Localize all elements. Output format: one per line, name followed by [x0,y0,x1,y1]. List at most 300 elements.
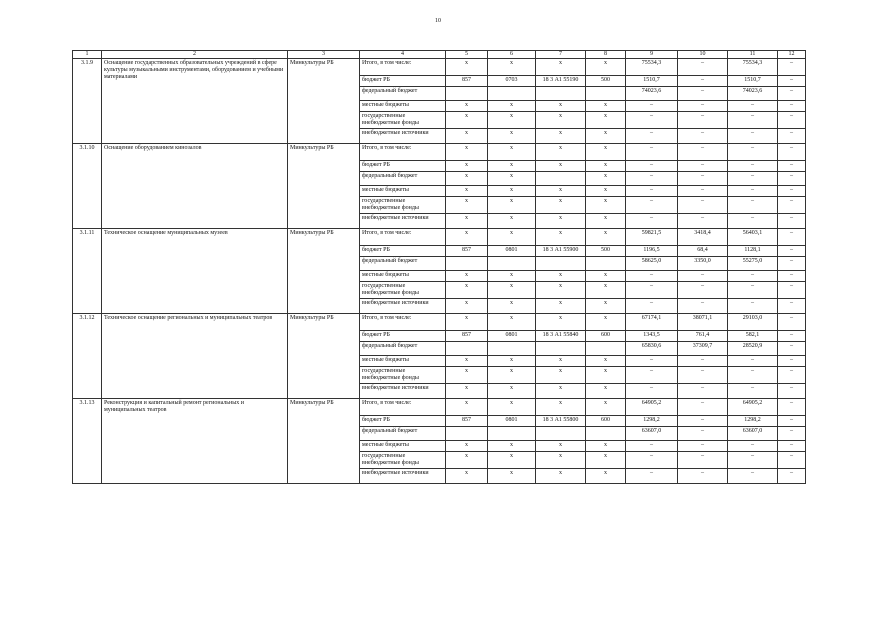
cell-year-1: – [678,101,728,112]
cell-section-code: x [488,469,536,484]
funding-source: государственные внебюджетные фонды [360,197,446,214]
cell-section-code [488,427,536,441]
funding-source: Итого, в том числе: [360,229,446,246]
cell-total: – [626,441,678,452]
cell-ministry-code: x [446,452,488,469]
cell-ministry-code: x [446,299,488,314]
cell-year-1: 68,4 [678,246,728,257]
cell-year-1: – [678,76,728,87]
column-number: 1 [73,51,102,59]
cell-year-3: – [778,331,806,342]
funding-source: государственные внебюджетные фонды [360,112,446,129]
column-number: 7 [536,51,586,59]
cell-section-code: 0801 [488,331,536,342]
cell-target-code: x [536,356,586,367]
cell-ministry-code: x [446,282,488,299]
item-number: 3.1.12 [73,314,102,399]
item-number: 3.1.11 [73,229,102,314]
cell-year-3: – [778,356,806,367]
funding-source: федеральный бюджет [360,172,446,186]
cell-year-2: – [728,144,778,161]
cell-target-code: x [536,229,586,246]
table-row [73,229,806,246]
cell-target-code: x [536,101,586,112]
funding-source: бюджет РБ [360,416,446,427]
cell-year-2: 55275,0 [728,257,778,271]
cell-year-1: – [678,129,728,144]
item-number: 3.1.13 [73,399,102,484]
cell-year-2: – [728,384,778,399]
cell-expense-type: x [586,129,626,144]
cell-year-3: – [778,214,806,229]
funding-source: местные бюджеты [360,186,446,197]
funding-source: Итого, в том числе: [360,399,446,416]
column-number: 12 [778,51,806,59]
cell-ministry-code: 857 [446,246,488,257]
cell-ministry-code: x [446,161,488,172]
cell-ministry-code: x [446,186,488,197]
funding-source: местные бюджеты [360,101,446,112]
cell-target-code: x [536,441,586,452]
cell-year-3: – [778,282,806,299]
cell-section-code: x [488,367,536,384]
funding-source: Итого, в том числе: [360,59,446,76]
cell-year-3: – [778,367,806,384]
cell-year-3: – [778,161,806,172]
funding-source: федеральный бюджет [360,257,446,271]
cell-year-2: – [728,271,778,282]
cell-expense-type: x [586,161,626,172]
cell-year-1: – [678,427,728,441]
cell-year-1: – [678,282,728,299]
budget-table [72,50,806,484]
funding-source: бюджет РБ [360,246,446,257]
cell-total: 67174,1 [626,314,678,331]
cell-section-code: x [488,214,536,229]
cell-year-3: – [778,87,806,101]
funding-source: Итого, в том числе: [360,144,446,161]
cell-section-code: x [488,384,536,399]
cell-year-3: – [778,197,806,214]
cell-expense-type: x [586,452,626,469]
cell-target-code [536,257,586,271]
cell-section-code: x [488,144,536,161]
cell-expense-type: x [586,172,626,186]
cell-expense-type: x [586,356,626,367]
cell-ministry-code: x [446,367,488,384]
cell-ministry-code: 857 [446,416,488,427]
cell-year-1: – [678,197,728,214]
cell-year-2: 1298,2 [728,416,778,427]
cell-year-3: – [778,469,806,484]
cell-year-2: – [728,452,778,469]
cell-year-1: 37309,7 [678,342,728,356]
item-executor: Минкультуры РБ [288,399,360,484]
item-name: Оснащение государственных образовательных учреждений в сфере культуры музыкальными инструментами, оборудованием и учебными материалами [102,59,288,144]
cell-year-3: – [778,441,806,452]
cell-year-2: 56403,1 [728,229,778,246]
cell-ministry-code: x [446,112,488,129]
cell-year-1: – [678,416,728,427]
cell-ministry-code: x [446,214,488,229]
cell-total: 65830,6 [626,342,678,356]
cell-ministry-code: x [446,384,488,399]
cell-section-code: x [488,399,536,416]
item-executor: Минкультуры РБ [288,59,360,144]
cell-section-code: x [488,59,536,76]
cell-section-code: x [488,271,536,282]
cell-total: – [626,129,678,144]
cell-target-code: x [536,367,586,384]
cell-expense-type: x [586,282,626,299]
cell-total: – [626,186,678,197]
cell-target-code: 18 3 А1 55900 [536,246,586,257]
cell-year-1: – [678,144,728,161]
funding-source: бюджет РБ [360,331,446,342]
table-row [73,144,806,161]
cell-year-3: – [778,246,806,257]
cell-year-1: – [678,367,728,384]
cell-target-code: x [536,452,586,469]
cell-total: 58625,0 [626,257,678,271]
cell-total: 64905,2 [626,399,678,416]
cell-ministry-code: x [446,197,488,214]
cell-year-3: – [778,452,806,469]
cell-year-2: – [728,101,778,112]
cell-year-3: – [778,342,806,356]
cell-target-code: 18 3 А1 55840 [536,331,586,342]
cell-year-2: 63607,0 [728,427,778,441]
cell-year-2: 1510,7 [728,76,778,87]
cell-section-code: x [488,229,536,246]
cell-year-2: – [728,214,778,229]
funding-source: внебюджетные источники [360,214,446,229]
cell-section-code: x [488,161,536,172]
cell-section-code [488,342,536,356]
cell-year-2: – [728,129,778,144]
cell-total: 75534,3 [626,59,678,76]
cell-year-1: – [678,271,728,282]
cell-section-code: x [488,441,536,452]
cell-year-3: – [778,112,806,129]
cell-year-1: – [678,87,728,101]
cell-expense-type: x [586,59,626,76]
column-number: 11 [728,51,778,59]
cell-year-3: – [778,314,806,331]
funding-source: федеральный бюджет [360,87,446,101]
cell-section-code [488,257,536,271]
column-number: 4 [360,51,446,59]
cell-year-2: – [728,112,778,129]
cell-ministry-code: x [446,441,488,452]
cell-target-code: x [536,384,586,399]
cell-year-3: – [778,299,806,314]
item-executor: Минкультуры РБ [288,229,360,314]
cell-year-1: – [678,356,728,367]
cell-year-1: – [678,214,728,229]
cell-target-code: x [536,112,586,129]
cell-section-code: x [488,101,536,112]
cell-ministry-code: x [446,356,488,367]
cell-year-1: – [678,59,728,76]
cell-ministry-code: x [446,101,488,112]
cell-year-2: 75534,3 [728,59,778,76]
cell-expense-type: x [586,214,626,229]
cell-expense-type: x [586,112,626,129]
cell-target-code: x [536,282,586,299]
cell-target-code: x [536,197,586,214]
page-number: 10 [435,18,441,24]
cell-section-code: x [488,186,536,197]
cell-year-2: – [728,161,778,172]
cell-total: – [626,271,678,282]
cell-total: – [626,144,678,161]
item-executor: Минкультуры РБ [288,314,360,399]
cell-year-1: 3350,0 [678,257,728,271]
cell-ministry-code: x [446,229,488,246]
cell-year-3: – [778,144,806,161]
funding-source: бюджет РБ [360,161,446,172]
cell-year-1: – [678,172,728,186]
funding-source: внебюджетные источники [360,384,446,399]
table-row [73,399,806,416]
column-number-row [73,51,806,59]
item-executor: Минкультуры РБ [288,144,360,229]
cell-expense-type: x [586,299,626,314]
cell-total: – [626,101,678,112]
cell-year-3: – [778,257,806,271]
cell-year-3: – [778,384,806,399]
cell-total: – [626,214,678,229]
cell-total: 74023,6 [626,87,678,101]
column-number: 5 [446,51,488,59]
funding-source: Итого, в том числе: [360,314,446,331]
cell-section-code: x [488,452,536,469]
column-number: 2 [102,51,288,59]
cell-year-2: – [728,367,778,384]
cell-total: 1510,7 [626,76,678,87]
cell-total: – [626,112,678,129]
cell-year-3: – [778,399,806,416]
cell-ministry-code: x [446,314,488,331]
cell-ministry-code: x [446,271,488,282]
cell-year-2: 28520,9 [728,342,778,356]
cell-total: – [626,282,678,299]
cell-year-2: – [728,299,778,314]
cell-expense-type: x [586,144,626,161]
cell-year-1: – [678,112,728,129]
cell-year-3: – [778,129,806,144]
cell-expense-type [586,87,626,101]
cell-target-code: x [536,129,586,144]
cell-total: – [626,469,678,484]
item-number: 3.1.10 [73,144,102,229]
cell-year-3: – [778,416,806,427]
cell-expense-type [586,257,626,271]
cell-year-1: – [678,384,728,399]
cell-total: – [626,197,678,214]
cell-target-code [536,172,586,186]
cell-target-code [536,87,586,101]
cell-section-code: x [488,112,536,129]
cell-expense-type: x [586,101,626,112]
cell-ministry-code [446,257,488,271]
cell-year-3: – [778,172,806,186]
cell-year-2: – [728,172,778,186]
cell-target-code: x [536,469,586,484]
cell-expense-type: x [586,399,626,416]
cell-year-2: 29103,0 [728,314,778,331]
cell-total: 59821,5 [626,229,678,246]
cell-expense-type: x [586,314,626,331]
cell-target-code: x [536,271,586,282]
cell-expense-type: x [586,271,626,282]
cell-section-code [488,87,536,101]
column-number: 8 [586,51,626,59]
cell-ministry-code: x [446,469,488,484]
cell-year-2: 1128,1 [728,246,778,257]
funding-source: внебюджетные источники [360,129,446,144]
cell-section-code: x [488,356,536,367]
funding-source: местные бюджеты [360,441,446,452]
cell-year-3: – [778,59,806,76]
cell-ministry-code [446,342,488,356]
cell-target-code: 18 3 А1 55190 [536,76,586,87]
cell-total: 63607,0 [626,427,678,441]
cell-section-code: x [488,299,536,314]
cell-year-1: – [678,399,728,416]
cell-total: 1343,5 [626,331,678,342]
cell-target-code: x [536,314,586,331]
cell-target-code: x [536,161,586,172]
cell-year-3: – [778,101,806,112]
cell-ministry-code: x [446,129,488,144]
cell-total: – [626,367,678,384]
funding-source: местные бюджеты [360,271,446,282]
cell-year-1: – [678,452,728,469]
cell-expense-type: 600 [586,331,626,342]
funding-source: федеральный бюджет [360,342,446,356]
cell-year-1: – [678,161,728,172]
cell-year-1: 38071,1 [678,314,728,331]
cell-year-1: – [678,469,728,484]
cell-expense-type: 600 [586,416,626,427]
funding-source: бюджет РБ [360,76,446,87]
cell-section-code: 0801 [488,416,536,427]
cell-total: – [626,172,678,186]
item-name: Техническое оснащение муниципальных музеев [102,229,288,314]
funding-source: местные бюджеты [360,356,446,367]
cell-year-1: – [678,299,728,314]
table-row [73,314,806,331]
cell-year-1: 3418,4 [678,229,728,246]
cell-target-code: x [536,144,586,161]
cell-year-1: – [678,441,728,452]
cell-target-code: x [536,399,586,416]
cell-ministry-code: 857 [446,331,488,342]
cell-total: – [626,299,678,314]
cell-year-3: – [778,186,806,197]
cell-target-code: 18 3 А1 55800 [536,416,586,427]
column-number: 9 [626,51,678,59]
cell-expense-type [586,427,626,441]
cell-ministry-code: 857 [446,76,488,87]
funding-source: государственные внебюджетные фонды [360,367,446,384]
cell-target-code: x [536,186,586,197]
cell-ministry-code: x [446,59,488,76]
column-number: 3 [288,51,360,59]
cell-target-code: x [536,214,586,229]
cell-ministry-code: x [446,172,488,186]
cell-section-code: 0801 [488,246,536,257]
table-row [73,59,806,76]
cell-year-2: – [728,197,778,214]
cell-expense-type: x [586,229,626,246]
cell-expense-type: 500 [586,246,626,257]
cell-section-code: x [488,172,536,186]
cell-ministry-code [446,427,488,441]
funding-source: внебюджетные источники [360,469,446,484]
cell-year-1: – [678,186,728,197]
cell-year-3: – [778,229,806,246]
cell-expense-type: x [586,367,626,384]
item-name: Техническое оснащение региональных и муниципальных театров [102,314,288,399]
cell-year-3: – [778,271,806,282]
cell-expense-type: x [586,186,626,197]
cell-year-2: – [728,186,778,197]
cell-year-2: 64905,2 [728,399,778,416]
cell-section-code: x [488,314,536,331]
cell-ministry-code [446,87,488,101]
cell-section-code: x [488,282,536,299]
cell-section-code: x [488,129,536,144]
cell-target-code: x [536,59,586,76]
cell-target-code [536,427,586,441]
cell-year-2: – [728,469,778,484]
cell-section-code: 0703 [488,76,536,87]
cell-year-3: – [778,427,806,441]
cell-expense-type: 500 [586,76,626,87]
cell-year-2: – [728,356,778,367]
cell-expense-type: x [586,441,626,452]
funding-source: государственные внебюджетные фонды [360,452,446,469]
cell-total: 1298,2 [626,416,678,427]
cell-expense-type: x [586,384,626,399]
cell-total: – [626,384,678,399]
cell-ministry-code: x [446,144,488,161]
cell-year-1: 761,4 [678,331,728,342]
cell-ministry-code: x [446,399,488,416]
cell-year-2: – [728,441,778,452]
cell-target-code [536,342,586,356]
column-number: 10 [678,51,728,59]
funding-source: государственные внебюджетные фонды [360,282,446,299]
cell-total: 1196,5 [626,246,678,257]
cell-year-2: – [728,282,778,299]
cell-expense-type [586,342,626,356]
item-number: 3.1.9 [73,59,102,144]
cell-expense-type: x [586,197,626,214]
cell-year-3: – [778,76,806,87]
item-name: Оснащение оборудованием кинозалов [102,144,288,229]
cell-total: – [626,452,678,469]
cell-year-2: 582,1 [728,331,778,342]
cell-target-code: x [536,299,586,314]
cell-section-code: x [488,197,536,214]
cell-total: – [626,356,678,367]
cell-expense-type: x [586,469,626,484]
cell-total: – [626,161,678,172]
